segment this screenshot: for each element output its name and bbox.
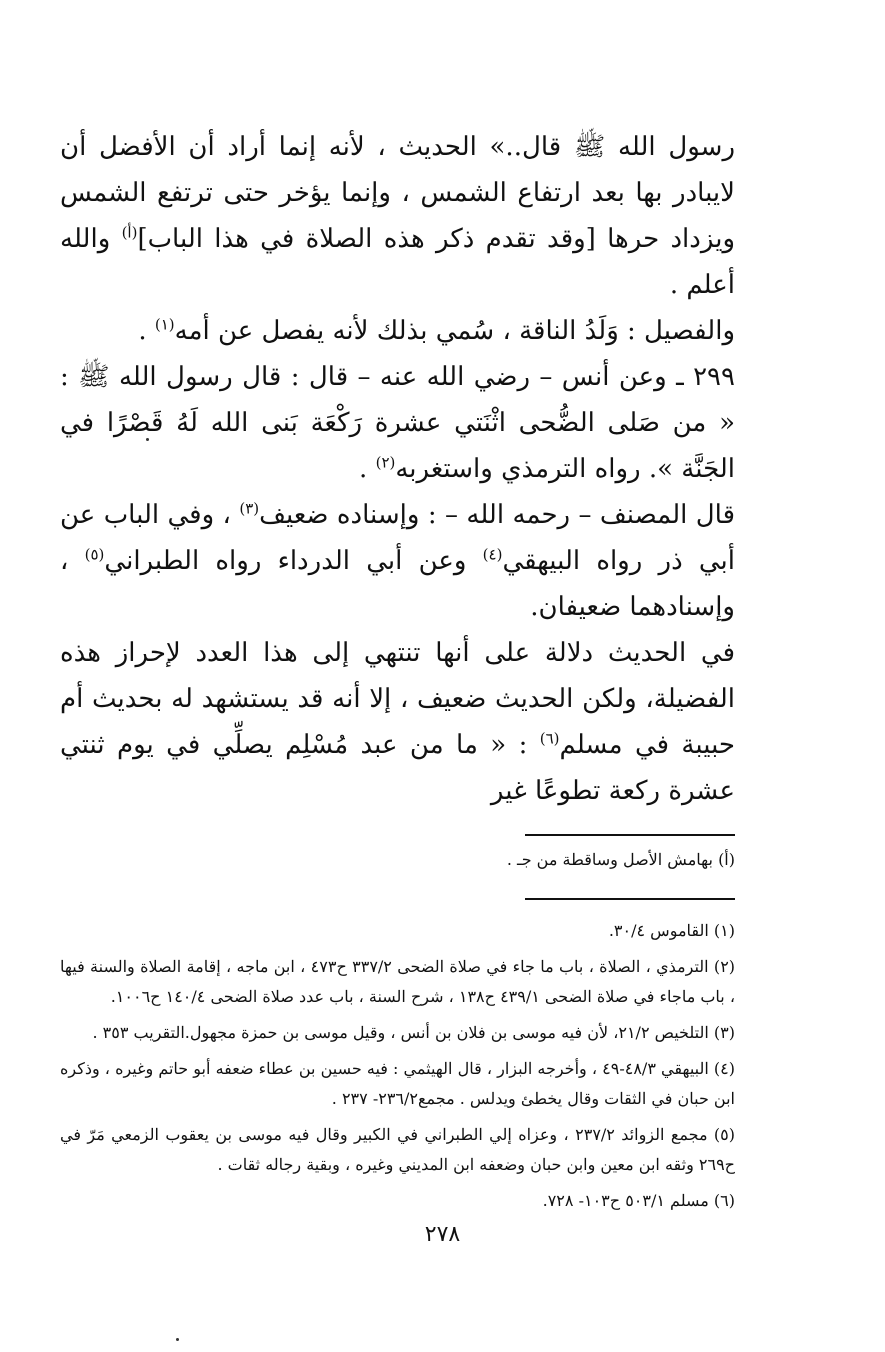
footnote-6: (٦) مسلم ٥٠٣/١ ح١٠٣- ٧٢٨. — [542, 1191, 735, 1210]
note-marker: (أ) — [121, 223, 138, 242]
footnote-marker: (٦) — [539, 729, 560, 748]
footnote-marker: (٢) — [375, 453, 396, 472]
footnotes — [60, 916, 735, 1216]
paragraph-commentary — [60, 630, 735, 814]
paragraph-text: وعن أبي الدرداء رواه الطبراني — [104, 546, 483, 576]
paragraph-text: ، وإسنادهما ضعيفان. — [60, 546, 735, 622]
paragraph-text: والفصيل : وَلَدُ الناقة ، سُمي بذلك لأنه يفصل عن أمه — [174, 316, 735, 346]
footnote-1: (١) القاموس ٣٠/٤. — [608, 921, 735, 940]
paragraph-author — [60, 492, 735, 630]
page-body — [60, 124, 735, 1222]
paragraph-text: ، وفي الباب عن أبي ذر رواه البيهقي — [60, 500, 735, 576]
paragraph-1 — [60, 124, 735, 308]
footnote-4: (٤) البيهقي ٤٨/٣-٤٩ ، وأخرجه البزار ، قال الهيثمي : فيه حسين بن عطاء ضعفه أبو حاتم وغيره ، وذكره ابن حبان في الثقات وقال يخطئ ويدلس . مجمع٢٣٦/٢- ٢٣٧ . — [60, 1059, 735, 1108]
footnote-5: (٥) مجمع الزوائد ٢٣٧/٢ ، وعزاه إلي الطبراني في الكبير وقال فيه موسى بن يعقوب الزمعي مَرّ في ح٢٦٩ وثقه ابن معين وابن حبان وضعفه ابن المديني وغيره ، وبقية رجاله ثقات . — [60, 1125, 735, 1174]
footnote-3: (٣) التلخيص ٢١/٢، لأن فيه موسى بن فلان بن أنس ، وقيل موسى بن حمزة مجهول.التقريب ٣٥٣ . — [92, 1023, 735, 1042]
main-text — [60, 124, 735, 814]
paragraph-text: قال المصنف – رحمه الله – : وإسناده ضعيف — [259, 500, 735, 530]
paragraph-text: : « ما من عبد مُسْلِم يصلِّي في يوم ثنتي عشرة ركعة تطوعًا غير — [60, 730, 735, 806]
paragraph-text: في الحديث دلالة على أنها تنتهي إلى هذا العدد لإحراز هذه الفضيلة، ولكن الحديث ضعيف ، إلا أنه قد يستشهد له بحديث أم حبيبة في مسلم — [60, 638, 735, 760]
footnote-marker: (٥) — [84, 545, 105, 564]
paragraph-text: ٢٩٩ ـ وعن أنس – رضي الله عنه – قال : قال رسول الله ﷺ : « من صَلى الضُّحى اثْنَتي عشرة رَكْعَة بَنى الله لَهُ قَصْرًا في الجَنَّة ». رواه الترمذي واستغربه — [60, 362, 735, 484]
footnote-divider — [525, 898, 735, 900]
footnote-marker: (١) — [154, 315, 175, 334]
page-number: ٢٧٨ — [424, 1222, 461, 1247]
paragraph-2 — [60, 308, 735, 354]
hadith-299 — [60, 354, 735, 492]
footnote-2: (٢) الترمذي ، الصلاة ، باب ما جاء في صلاة الضحى ٣٣٧/٢ ح٤٧٣ ، ابن ماجه ، إقامة الصلاة والسنة فيها ، باب ماجاء في صلاة الضحى ٤٣٩/١ ح١٣٨ ، شرح السنة ، باب عدد صلاة الضحى ١٤٠/٤ ح١٠٠٦. — [60, 957, 736, 1006]
paragraph-text: . — [138, 316, 155, 346]
footnote-marker: (٤) — [482, 545, 503, 564]
paragraph-text: . — [359, 454, 376, 484]
divider-line — [525, 834, 735, 836]
print-speck — [176, 1338, 179, 1341]
footnote-marker: (٣) — [239, 499, 260, 518]
paragraph-text: رسول الله ﷺ قال..» الحديث ، لأنه إنما أراد أن الأفضل أن لايبادر بها بعد ارتفاع الشمس ، وإنما يؤخر حتى ترتفع الشمس ويزداد حرها [وقد تقدم ذكر هذه الصلاة في هذا الباب] — [60, 132, 736, 254]
margin-note: (أ) بهامش الأصل وساقطة من جـ . — [506, 850, 735, 869]
paragraph-text: والله أعلم . — [60, 224, 735, 300]
print-speck — [146, 438, 149, 441]
